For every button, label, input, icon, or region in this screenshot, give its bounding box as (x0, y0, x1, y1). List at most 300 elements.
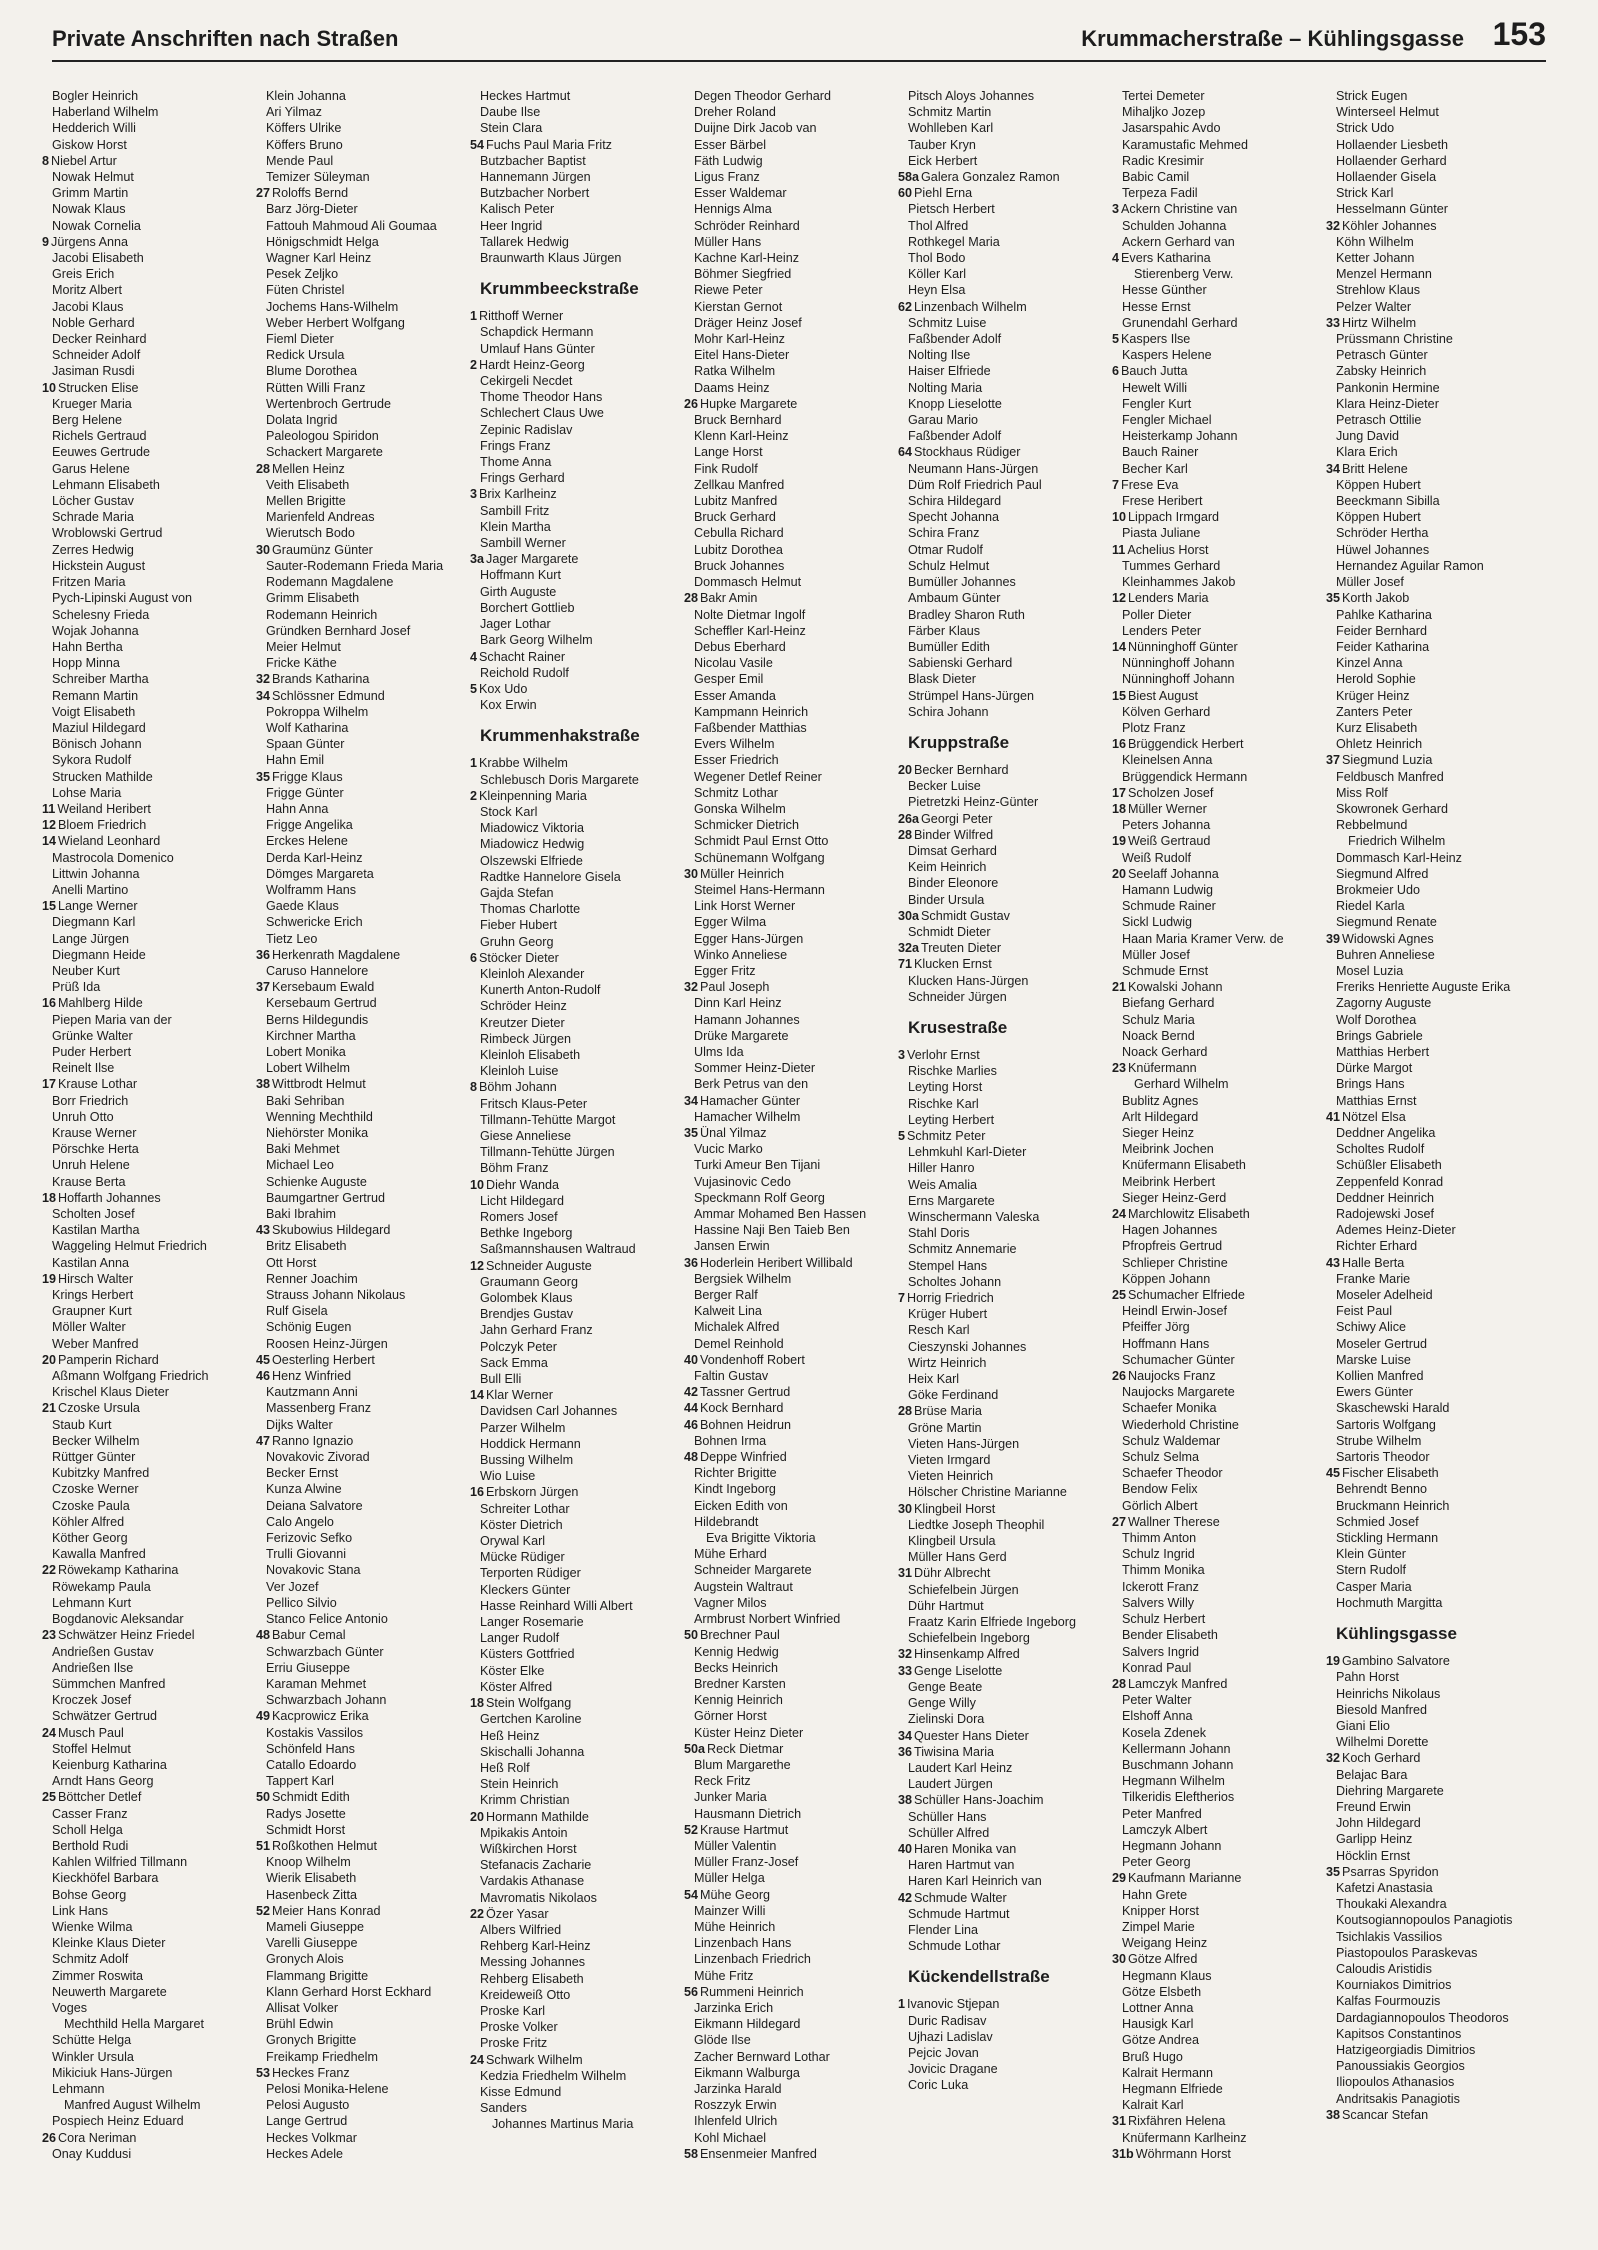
resident-name: Schlössner Edmund (272, 688, 385, 703)
resident-entry (1336, 1125, 1550, 1141)
resident-entry (42, 380, 266, 396)
resident-name: Hollaender Gisela (1336, 170, 1437, 185)
resident-name: Menzel Hermann (1336, 267, 1432, 282)
resident-entry (52, 688, 266, 704)
resident-entry (1122, 1303, 1336, 1319)
resident-entry (266, 1303, 480, 1319)
resident-entry (42, 234, 266, 250)
resident-name: Stierenberg Verw. (1134, 267, 1234, 282)
resident-name: Liedtke Joseph Theophil (908, 1517, 1045, 1532)
resident-entry (1122, 1644, 1336, 1660)
resident-entry (898, 1728, 1122, 1744)
resident-name: Kroczek Josef (52, 1693, 132, 1708)
resident-name: Butzbacher Norbert (480, 186, 590, 201)
resident-entry (694, 1465, 908, 1481)
resident-name: Fuchs Paul Maria Fritz (486, 137, 612, 152)
directory-column-4 (684, 88, 908, 2238)
resident-name: Cebulla Richard (694, 526, 784, 541)
resident-name: Schwätzer Gertrud (52, 1709, 157, 1724)
resident-entry (1336, 1880, 1550, 1896)
resident-entry (52, 1157, 266, 1173)
resident-name: Klein Martha (480, 519, 551, 534)
resident-entry (1122, 1498, 1336, 1514)
resident-entry (266, 1044, 480, 1060)
resident-name: Renner Joachim (266, 1271, 358, 1286)
resident-name: Frese Heribert (1122, 494, 1203, 509)
resident-entry (1112, 590, 1336, 606)
resident-entry (470, 1177, 694, 1193)
resident-entry (898, 299, 1122, 315)
resident-name: Schwarzbach Günter (266, 1644, 384, 1659)
resident-name: Heix Karl (908, 1372, 960, 1387)
resident-name: Klara Heinz-Dieter (1336, 396, 1439, 411)
resident-entry (1336, 1977, 1550, 1993)
resident-name: Tillmann-Tehütte Jürgen (480, 1145, 615, 1160)
resident-name: Haiser Elfriede (908, 364, 991, 379)
house-number: 44 (684, 1401, 699, 1416)
resident-entry (52, 1822, 266, 1838)
resident-name: Kampmann Heinrich (694, 704, 809, 719)
resident-entry (1336, 639, 1550, 655)
resident-entry (266, 1644, 480, 1660)
resident-entry (694, 2065, 908, 2081)
resident-name: Heckes Volkmar (266, 2130, 357, 2145)
resident-entry (908, 1711, 1122, 1727)
resident-entry (1326, 931, 1550, 947)
resident-name: Ohletz Heinrich (1336, 737, 1423, 752)
resident-name: Pelzer Walter (1336, 299, 1412, 314)
resident-entry (908, 1209, 1122, 1225)
resident-name: Degen Theodor Gerhard (694, 89, 831, 103)
house-number: 19 (42, 1271, 57, 1286)
resident-entry (908, 380, 1122, 396)
resident-entry (1336, 250, 1550, 266)
resident-name: Ambaum Günter (908, 591, 1001, 606)
resident-entry (908, 412, 1122, 428)
resident-name: Scancar Stefan (1342, 2107, 1429, 2122)
resident-name: Junker Maria (694, 1790, 767, 1805)
resident-name: Klucken Hans-Jürgen (908, 973, 1029, 988)
resident-name: Hoddick Hermann (480, 1436, 581, 1451)
resident-entry (908, 704, 1122, 720)
resident-name: Krause Werner (52, 1126, 137, 1140)
resident-name: Franke Marie (1336, 1271, 1411, 1286)
resident-entry (42, 817, 266, 833)
resident-name: Garau Mario (908, 413, 978, 428)
resident-entry (470, 788, 694, 804)
resident-name: Waggeling Helmut Friedrich (52, 1239, 207, 1254)
resident-name: Kleinpenning Maria (479, 788, 587, 803)
resident-name: Weiß Gertraud (1128, 834, 1211, 849)
resident-entry (42, 1076, 266, 1092)
house-number: 10 (470, 1177, 485, 1192)
resident-entry (1112, 477, 1336, 493)
resident-entry (898, 908, 1122, 924)
resident-name: Schütte Helga (52, 2033, 132, 2048)
resident-name: Rulf Gisela (266, 1304, 328, 1319)
resident-name: Kennig Hedwig (694, 1644, 779, 1659)
resident-name: Hirsch Walter (58, 1271, 134, 1286)
resident-entry (1122, 347, 1336, 363)
resident-name: Hasse Reinhard Willi Albert (480, 1598, 633, 1613)
resident-name: Duijne Dirk Jacob van (694, 121, 817, 136)
resident-entry (694, 282, 908, 298)
resident-entry (480, 88, 694, 104)
resident-name: Dömges Margareta (266, 866, 374, 881)
resident-entry (1336, 1222, 1550, 1238)
house-number: 3 (470, 487, 478, 502)
resident-name: Scholzen Josef (1128, 785, 1214, 800)
resident-entry (480, 1468, 694, 1484)
resident-name: Plotz Franz (1122, 720, 1186, 735)
resident-name: Dinn Karl Heinz (694, 996, 782, 1011)
resident-entry (1122, 104, 1336, 120)
resident-name: Bruck Johannes (694, 558, 785, 573)
resident-name: Schneider Jürgen (908, 989, 1007, 1004)
resident-entry (52, 1546, 266, 1562)
resident-name: Radys Josette (266, 1806, 346, 1821)
resident-name: Noble Gerhard (52, 315, 135, 330)
resident-entry (908, 282, 1122, 298)
house-number: 1 (898, 1997, 906, 2012)
resident-name: Wohlleben Karl (908, 121, 994, 136)
house-number: 3 (898, 1047, 906, 1062)
resident-entry (266, 1725, 480, 1741)
resident-name: Schulz Maria (1122, 1012, 1195, 1027)
resident-entry (908, 1420, 1122, 1436)
resident-name: Hiller Hanro (908, 1161, 975, 1176)
resident-entry (908, 2029, 1122, 2045)
resident-name: Nünninghoff Günter (1128, 639, 1238, 654)
resident-name: Winko Anneliese (694, 947, 788, 962)
resident-name: Pesek Zeljko (266, 267, 339, 282)
resident-entry (694, 88, 908, 104)
resident-name: Borchert Gottlieb (480, 600, 575, 615)
resident-entry (1336, 1174, 1550, 1190)
resident-entry (1112, 1368, 1336, 1384)
resident-entry (1122, 444, 1336, 460)
resident-name: Lottner Anna (1122, 2000, 1194, 2015)
resident-entry (1122, 1708, 1336, 1724)
resident-entry (52, 850, 266, 866)
resident-entry (266, 1384, 480, 1400)
resident-name: Hausigk Karl (1122, 2017, 1194, 2032)
resident-entry (1122, 558, 1336, 574)
resident-entry (1336, 947, 1550, 963)
resident-entry (1122, 1773, 1336, 1789)
resident-name: Faßbender Adolf (908, 332, 1002, 347)
resident-name: Hönigschmidt Helga (266, 234, 379, 249)
resident-name: Kinzel Anna (1336, 656, 1403, 671)
resident-entry (480, 804, 694, 820)
resident-entry (1122, 704, 1336, 720)
resident-entry (694, 1968, 908, 1984)
resident-name: Klar Werner (486, 1388, 553, 1403)
resident-entry (266, 477, 480, 493)
resident-entry (266, 2049, 480, 2065)
resident-name: Schienke Auguste (266, 1174, 367, 1189)
house-number: 20 (42, 1352, 57, 1367)
resident-entry (1112, 866, 1336, 882)
resident-entry (694, 817, 908, 833)
resident-name: Heckes Adele (266, 2146, 344, 2161)
resident-name: Terpeza Fadil (1122, 186, 1198, 201)
resident-name: Marske Luise (1336, 1352, 1411, 1367)
resident-entry (908, 1160, 1122, 1176)
resident-name: Wolf Katharina (266, 720, 349, 735)
resident-entry (266, 736, 480, 752)
house-number: 16 (1112, 737, 1127, 752)
resident-entry (898, 444, 1122, 460)
resident-entry (694, 736, 908, 752)
resident-entry (266, 785, 480, 801)
resident-name: Rehberg Karl-Heinz (480, 1939, 591, 1954)
resident-name: Pfropfreis Gertrud (1122, 1239, 1223, 1254)
resident-name: Brings Gabriele (1336, 1028, 1423, 1043)
resident-entry (1112, 1676, 1336, 1692)
house-number: 58 (684, 2146, 699, 2161)
resident-name: Fieml Dieter (266, 332, 334, 347)
resident-entry (1336, 882, 1550, 898)
resident-name: Zabsky Heinrich (1336, 364, 1427, 379)
resident-entry (480, 1096, 694, 1112)
resident-name: Schmude Lothar (908, 1939, 1001, 1954)
resident-name: Schmitz Martin (908, 105, 992, 120)
resident-name: Schüßler Elisabeth (1336, 1158, 1442, 1173)
resident-entry (52, 2049, 266, 2065)
resident-name: Zanters Peter (1336, 704, 1413, 719)
resident-entry (908, 266, 1122, 282)
resident-entry (1336, 1433, 1550, 1449)
resident-name: Klein Günter (1336, 1547, 1407, 1562)
resident-name: Wio Luise (480, 1469, 536, 1484)
house-number: 17 (1112, 785, 1127, 800)
resident-name: Köppen Hubert (1336, 477, 1421, 492)
resident-entry (1122, 1400, 1336, 1416)
resident-entry (908, 1339, 1122, 1355)
resident-name: Stahl Doris (908, 1226, 970, 1241)
resident-entry (52, 1773, 266, 1789)
resident-name: Mavromatis Nikolaos (480, 1890, 597, 1905)
resident-name: Schira Franz (908, 526, 980, 541)
resident-name: Strick Eugen (1336, 89, 1408, 103)
resident-entry (898, 1996, 1122, 2012)
resident-name: Pietsch Herbert (908, 202, 995, 217)
resident-name: Strick Udo (1336, 121, 1395, 136)
resident-name: Tauber Kryn (908, 137, 976, 152)
resident-entry (684, 1417, 908, 1433)
resident-entry (266, 1968, 480, 1984)
resident-entry (694, 1481, 908, 1497)
resident-name: Strümpel Hans-Jürgen (908, 688, 1034, 703)
resident-name: Fraatz Karin Elfriede Ingeborg (908, 1615, 1077, 1630)
house-number: 24 (1112, 1207, 1127, 1222)
resident-entry (694, 1644, 908, 1660)
resident-name: Esser Amanda (694, 688, 776, 703)
resident-entry (1336, 525, 1550, 541)
resident-name: Lubitz Dorothea (694, 542, 783, 557)
resident-entry (266, 1238, 480, 1254)
resident-name: Stanco Felice Antonio (266, 1612, 388, 1627)
resident-name: Brechner Paul (700, 1628, 780, 1643)
resident-name: Gaede Klaus (266, 899, 339, 914)
resident-name: Piasta Juliane (1122, 526, 1201, 541)
resident-entry (1336, 720, 1550, 736)
resident-entry (52, 1838, 266, 1854)
resident-entry (1122, 1660, 1336, 1676)
resident-entry (1112, 509, 1336, 525)
resident-entry (52, 1287, 266, 1303)
resident-entry (266, 137, 480, 153)
resident-entry (694, 299, 908, 315)
resident-name: Riedel Karla (1336, 899, 1405, 914)
resident-entry (908, 1922, 1122, 1938)
resident-name: Michael Leo (266, 1158, 334, 1173)
resident-entry (52, 2065, 266, 2081)
resident-entry (480, 1436, 694, 1452)
resident-name: Matthias Ernst (1336, 1093, 1417, 1108)
resident-name: Piastopoulos Paraskevas (1336, 1945, 1478, 1960)
resident-name: Dreher Roland (694, 105, 776, 120)
resident-name: Frese Eva (1121, 477, 1179, 492)
resident-name: Steimel Hans-Hermann (694, 882, 825, 897)
resident-entry (908, 924, 1122, 940)
resident-name: Leyting Herbert (908, 1112, 995, 1127)
resident-name: Haan Maria Kramer Verw. de (1122, 931, 1284, 946)
resident-name: Kox Erwin (480, 698, 537, 713)
resident-entry (898, 1290, 1122, 1306)
resident-entry (694, 1806, 908, 1822)
resident-entry (1336, 898, 1550, 914)
resident-name: Proske Volker (480, 2020, 558, 2035)
resident-name: Grimm Martin (52, 186, 129, 201)
resident-name: Schrade Maria (52, 510, 134, 525)
house-number: 28 (1112, 1676, 1127, 1691)
resident-entry (52, 493, 266, 509)
resident-name: Radojewski Josef (1336, 1207, 1434, 1222)
resident-name: Schmidt Gustav (921, 908, 1010, 923)
resident-name: Eikmann Walburga (694, 2065, 800, 2080)
resident-name: Nolte Dietmar Ingolf (694, 607, 806, 622)
resident-entry (266, 104, 480, 120)
resident-entry (694, 801, 908, 817)
resident-name: Diegmann Karl (52, 915, 136, 930)
resident-name: Knoop Wilhelm (266, 1855, 351, 1870)
resident-name: Becker Luise (908, 779, 981, 794)
directory-column-6 (1112, 88, 1336, 2238)
resident-entry (266, 850, 480, 866)
resident-entry (684, 1887, 908, 1903)
resident-entry (898, 169, 1122, 185)
resident-name: Scholten Josef (52, 1207, 135, 1222)
resident-entry (908, 250, 1122, 266)
resident-name: Stempel Hans (908, 1258, 988, 1273)
resident-name: Pelosi Augusto (266, 2098, 350, 2113)
resident-name: Egger Wilma (694, 915, 767, 930)
resident-entry (908, 1063, 1122, 1079)
resident-name: Sartoris Wolfgang (1336, 1417, 1436, 1432)
resident-name: Casser Franz (52, 1806, 128, 1821)
resident-name: Möller Walter (52, 1320, 126, 1335)
resident-name: Neuwerth Margarete (52, 1984, 167, 1999)
resident-entry (1336, 1686, 1550, 1702)
resident-name: Eva Brigitte Viktoria (706, 1531, 816, 1546)
resident-name: Köller Karl (908, 267, 967, 282)
house-number: 34 (256, 688, 271, 703)
resident-entry (266, 558, 480, 574)
resident-name: Jasarspahic Avdo (1122, 121, 1221, 136)
resident-entry (480, 201, 694, 217)
resident-entry (480, 2116, 694, 2132)
resident-entry (684, 1984, 908, 2000)
resident-entry (1122, 1789, 1336, 1805)
resident-entry (908, 137, 1122, 153)
resident-entry (908, 428, 1122, 444)
resident-name: Caruso Hannelore (266, 963, 369, 978)
resident-entry (1122, 218, 1336, 234)
house-number: 71 (898, 957, 913, 972)
resident-entry (480, 1646, 694, 1662)
directory-column-5 (898, 88, 1122, 2238)
resident-name: Scholtes Johann (908, 1274, 1002, 1289)
resident-entry (480, 697, 694, 713)
resident-entry (256, 1076, 480, 1092)
resident-entry (694, 1854, 908, 1870)
resident-name: Flender Lina (908, 1922, 979, 1937)
resident-name: Mellen Brigitte (266, 494, 346, 509)
resident-name: Rummeni Heinrich (700, 1984, 804, 1999)
resident-entry (1122, 1222, 1336, 1238)
resident-entry (480, 616, 694, 632)
resident-name: Nolting Maria (908, 380, 983, 395)
resident-entry (1336, 1498, 1550, 1514)
resident-entry (1336, 1514, 1550, 1530)
resident-name: Niehörster Monika (266, 1126, 369, 1140)
house-number: 38 (256, 1077, 271, 1092)
resident-entry (908, 315, 1122, 331)
resident-entry (52, 1854, 266, 1870)
resident-name: Jarzinka Erich (694, 2000, 774, 2015)
resident-entry (684, 1741, 908, 1757)
resident-entry (470, 1484, 694, 1500)
resident-name: Thome Theodor Hans (480, 390, 603, 405)
house-number: 35 (1326, 591, 1341, 606)
resident-entry (1122, 1854, 1336, 1870)
resident-entry (266, 704, 480, 720)
resident-entry (266, 1562, 480, 1578)
house-number: 54 (470, 137, 485, 152)
resident-name: Vardakis Athanase (480, 1874, 585, 1889)
resident-name: Jochems Hans-Wilhelm (266, 299, 399, 314)
resident-entry (1336, 1579, 1550, 1595)
resident-entry (266, 1579, 480, 1595)
house-number: 16 (470, 1485, 485, 1500)
resident-name: Britt Helene (1342, 461, 1408, 476)
resident-entry (1122, 2097, 1336, 2113)
resident-name: Schmitz Lothar (694, 785, 778, 800)
resident-name: Scholtes Rudolf (1336, 1142, 1425, 1157)
resident-name: Allisat Volker (266, 2000, 339, 2015)
resident-entry (694, 315, 908, 331)
resident-entry (480, 169, 694, 185)
resident-entry (52, 1903, 266, 1919)
resident-name: Heindl Erwin-Josef (1122, 1304, 1227, 1319)
resident-entry (1336, 1028, 1550, 1044)
resident-name: Dommasch Helmut (694, 575, 802, 590)
resident-name: Catallo Edoardo (266, 1757, 357, 1772)
page-number: 153 (1492, 16, 1546, 52)
resident-name: Kieckhöfel Barbara (52, 1871, 159, 1886)
